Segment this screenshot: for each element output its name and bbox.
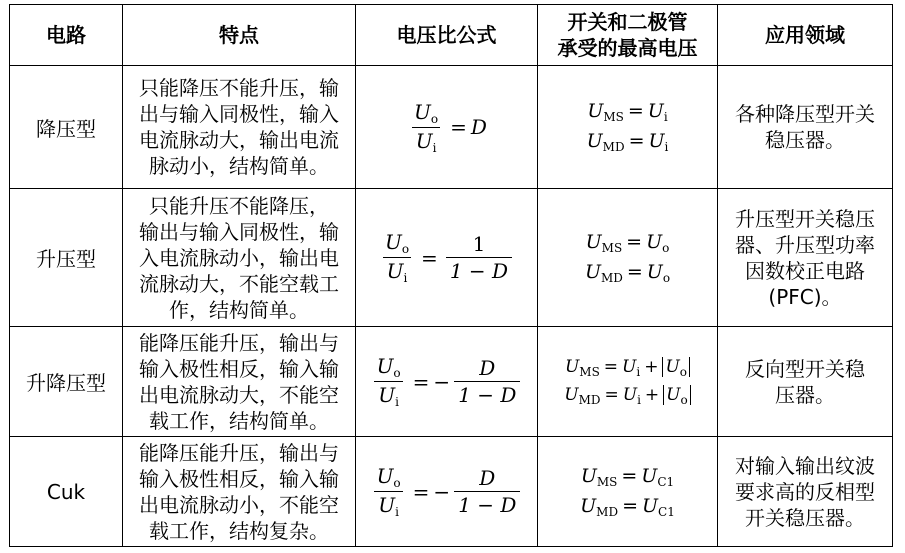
application-cell bbox=[718, 66, 893, 189]
application-line: 压器。 bbox=[775, 382, 835, 407]
feature-line: 出电流脉动大，不能空 bbox=[139, 382, 339, 407]
table-row bbox=[10, 327, 893, 437]
circuit-name: 升压型 bbox=[10, 189, 123, 327]
switch-stress-formula: $U_{MS} = U_i$ bbox=[587, 100, 668, 124]
header-max-voltage-line1: 开关和二极管 bbox=[567, 10, 688, 34]
header-circuit: 电路 bbox=[10, 5, 123, 66]
converter-comparison-table bbox=[9, 4, 893, 547]
max-voltage-cell bbox=[538, 437, 718, 547]
header-max-voltage bbox=[538, 5, 718, 66]
header-application: 应用领域 bbox=[718, 5, 893, 66]
features-cell bbox=[123, 189, 356, 327]
ratio-formula: $\frac{U_o}{U_i}$ = − $\frac{D}{1 - D}$ bbox=[369, 354, 525, 409]
feature-line: 载工作，结构简单。 bbox=[149, 408, 329, 433]
features-cell bbox=[123, 66, 356, 189]
ratio-fraction: $\frac{U_o}{U_i}$ bbox=[410, 100, 442, 155]
application-line: 器、升压型功率 bbox=[735, 232, 875, 257]
table-row bbox=[10, 66, 893, 189]
diode-stress-formula: $U_{MD} = U_i$ bbox=[586, 130, 669, 154]
feature-line: 输入极性相反，输入输 bbox=[139, 466, 339, 491]
header-voltage-ratio: 电压比公式 bbox=[356, 5, 538, 66]
table-row bbox=[10, 189, 893, 327]
voltage-ratio-formula bbox=[356, 66, 538, 189]
feature-line: 输入极性相反，输入输 bbox=[139, 356, 339, 381]
switch-stress-formula: $U_{MS} = U_{C1}$ bbox=[580, 464, 675, 489]
application-cell bbox=[718, 327, 893, 437]
max-voltage-cell bbox=[538, 327, 718, 437]
ratio-formula: $\frac{U_o}{U_i}$ = − $\frac{D}{1 - D}$ bbox=[369, 464, 525, 519]
feature-line: 输出与输入同极性，输 bbox=[139, 219, 339, 244]
circuit-name: 降压型 bbox=[10, 66, 123, 189]
header-features: 特点 bbox=[123, 5, 356, 66]
features-cell bbox=[123, 327, 356, 437]
application-cell bbox=[718, 437, 893, 547]
diode-stress-formula: $U_{MD} = U_i + U_o$ bbox=[538, 385, 717, 407]
application-line: 各种降压型开关 bbox=[735, 102, 875, 126]
features-cell bbox=[123, 437, 356, 547]
feature-line: 作，结构简单。 bbox=[169, 297, 309, 322]
application-line: 升压型开关稳压 bbox=[735, 206, 875, 231]
voltage-ratio-formula bbox=[356, 327, 538, 437]
application-line: 因数校正电路 bbox=[745, 258, 865, 283]
diode-stress-formula: $U_{MD} = U_o$ bbox=[584, 260, 671, 285]
feature-line: 入电流脉动小，输出电 bbox=[139, 245, 339, 270]
header-max-voltage-line2: 承受的最高电压 bbox=[557, 36, 698, 60]
feature-line: 能降压能升压，输出与 bbox=[139, 330, 339, 355]
header-row bbox=[10, 5, 893, 66]
circuit-name: Cuk bbox=[10, 437, 123, 547]
voltage-ratio-formula bbox=[356, 437, 538, 547]
application-line: 开关稳压器。 bbox=[745, 505, 865, 530]
table-row bbox=[10, 437, 893, 547]
feature-line: 脉动小，结构简单。 bbox=[149, 154, 329, 178]
feature-line: 只能升压不能降压， bbox=[149, 193, 329, 218]
application-line: 对输入输出纹波 bbox=[735, 453, 875, 478]
application-line: (PFC)。 bbox=[768, 284, 842, 309]
feature-line: 载工作，结构复杂。 bbox=[149, 518, 329, 543]
rhs-fraction: $\frac{1}{1 - D}$ bbox=[446, 232, 512, 283]
ratio-formula: $\frac{U_o}{U_i}$ = D bbox=[406, 100, 487, 155]
voltage-ratio-formula bbox=[356, 189, 538, 327]
feature-line: 能降压能升压，输出与 bbox=[139, 440, 339, 465]
application-line: 反向型开关稳 bbox=[745, 356, 865, 381]
feature-line: 电流脉动大，输出电流 bbox=[139, 128, 339, 152]
feature-line: 出与输入同极性，输入 bbox=[139, 102, 339, 126]
ratio-fraction: $\frac{U_o}{U_i}$ bbox=[373, 464, 405, 519]
switch-stress-formula: $U_{MS} = U_i + U_o$ bbox=[538, 357, 717, 379]
application-line: 稳压器。 bbox=[765, 128, 845, 152]
circuit-name: 升降压型 bbox=[10, 327, 123, 437]
diode-stress-formula: $U_{MD} = U_{C1}$ bbox=[580, 494, 675, 519]
rhs-fraction: $\frac{D}{1 - D}$ bbox=[454, 356, 520, 407]
comparison-table-container bbox=[9, 4, 893, 547]
rhs-fraction: $\frac{D}{1 - D}$ bbox=[454, 466, 520, 517]
feature-line: 流脉动大，不能空载工 bbox=[139, 271, 339, 296]
feature-line: 出电流脉动小，不能空 bbox=[139, 492, 339, 517]
application-line: 要求高的反相型 bbox=[735, 479, 875, 504]
max-voltage-cell bbox=[538, 66, 718, 189]
feature-line: 只能降压不能升压，输 bbox=[139, 76, 339, 100]
switch-stress-formula: $U_{MS} = U_o$ bbox=[585, 230, 670, 255]
ratio-fraction: $\frac{U_o}{U_i}$ bbox=[381, 230, 413, 285]
ratio-formula: $\frac{U_o}{U_i}$ = $\frac{1}{1 - D}$ bbox=[377, 230, 516, 285]
max-voltage-cell bbox=[538, 189, 718, 327]
application-cell bbox=[718, 189, 893, 327]
ratio-fraction: $\frac{U_o}{U_i}$ bbox=[373, 354, 405, 409]
